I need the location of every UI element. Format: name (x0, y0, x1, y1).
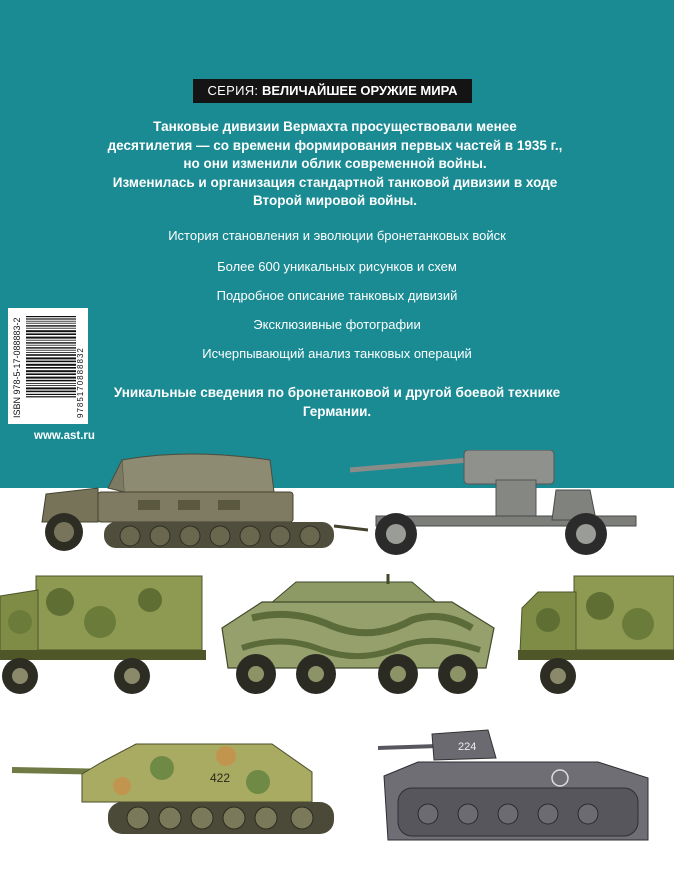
intro-line: Второй мировой войны. (252, 193, 418, 208)
barcode-bar (26, 370, 76, 372)
closing-line: Германии. (302, 404, 372, 419)
tank-illustration (378, 728, 658, 854)
barcode-bar (26, 361, 76, 363)
camouflaged-truck-illustration (0, 572, 210, 702)
feature-item: История становления и эволюции бронетанковых войск (168, 228, 506, 243)
series-label: СЕРИЯ: (207, 83, 259, 98)
feature-item: Эксклюзивные фотографии (253, 317, 421, 332)
barcode-bar (26, 318, 76, 319)
barcode-bar (26, 347, 76, 348)
barcode-bar (26, 387, 76, 389)
barcode-bar (26, 321, 76, 322)
assault-gun-illustration (12, 732, 352, 844)
camouflaged-truck-right-illustration (518, 572, 674, 702)
barcode-bar (26, 373, 76, 375)
barcode-bar (26, 323, 76, 324)
barcode-bar (26, 354, 76, 356)
barcode-bar (26, 383, 76, 384)
intro-paragraph (95, 118, 575, 211)
series-name: ВЕЛИЧАЙШЕЕ ОРУЖИЕ МИРА (261, 83, 458, 98)
barcode-bar (26, 391, 76, 393)
closing-line: Уникальные сведения по бронетанковой и другой боевой технике (113, 385, 561, 400)
barcode-bar (26, 333, 76, 335)
tank-marking: 224 (458, 741, 477, 753)
barcode-bar (26, 325, 76, 326)
barcode-bar (26, 357, 76, 359)
barcode-bar (26, 380, 76, 382)
barcode-bar (26, 350, 76, 351)
series-banner (193, 79, 472, 103)
intro-line: но они изменили облик современной войны. (183, 156, 487, 171)
assault-gun-marking: 422 (210, 771, 231, 785)
barcode-bar (26, 385, 76, 386)
feature-item: Более 600 уникальных рисунков и схем (217, 259, 457, 274)
halftrack-illustration (38, 448, 368, 560)
barcode (26, 316, 76, 420)
barcode-bar (26, 328, 76, 329)
barcode-bar (26, 345, 76, 346)
flak-gun-illustration (346, 450, 646, 560)
barcode-bar (26, 342, 76, 343)
barcode-bar (26, 367, 76, 369)
barcode-number: 9785170888832 (76, 347, 85, 418)
barcode-bar (26, 364, 76, 366)
barcode-bar (26, 337, 76, 339)
intro-line: десятилетия — со времени формирования первых частей в 1935 г., (107, 137, 563, 153)
barcode-bar (26, 396, 76, 397)
barcode-bar (26, 340, 76, 341)
armored-car-illustration (212, 568, 502, 708)
intro-line: Изменилась и организация стандартной танковой дивизии в ходе (112, 174, 558, 190)
closing-paragraph (95, 383, 579, 421)
barcode-bar (26, 377, 76, 379)
feature-item: Исчерпывающий анализ танковых операций (202, 346, 472, 361)
barcode-bar (26, 394, 76, 395)
barcode-bar (26, 330, 76, 332)
barcode-bar (26, 316, 76, 317)
isbn-text: ISBN 978-5-17-088883-2 (12, 317, 22, 418)
website-text: www.ast.ru (34, 430, 95, 442)
barcode-bar (26, 352, 76, 353)
intro-line: Танковые дивизии Вермахта просуществовали менее (153, 119, 517, 134)
feature-item: Подробное описание танковых дивизий (216, 288, 458, 303)
